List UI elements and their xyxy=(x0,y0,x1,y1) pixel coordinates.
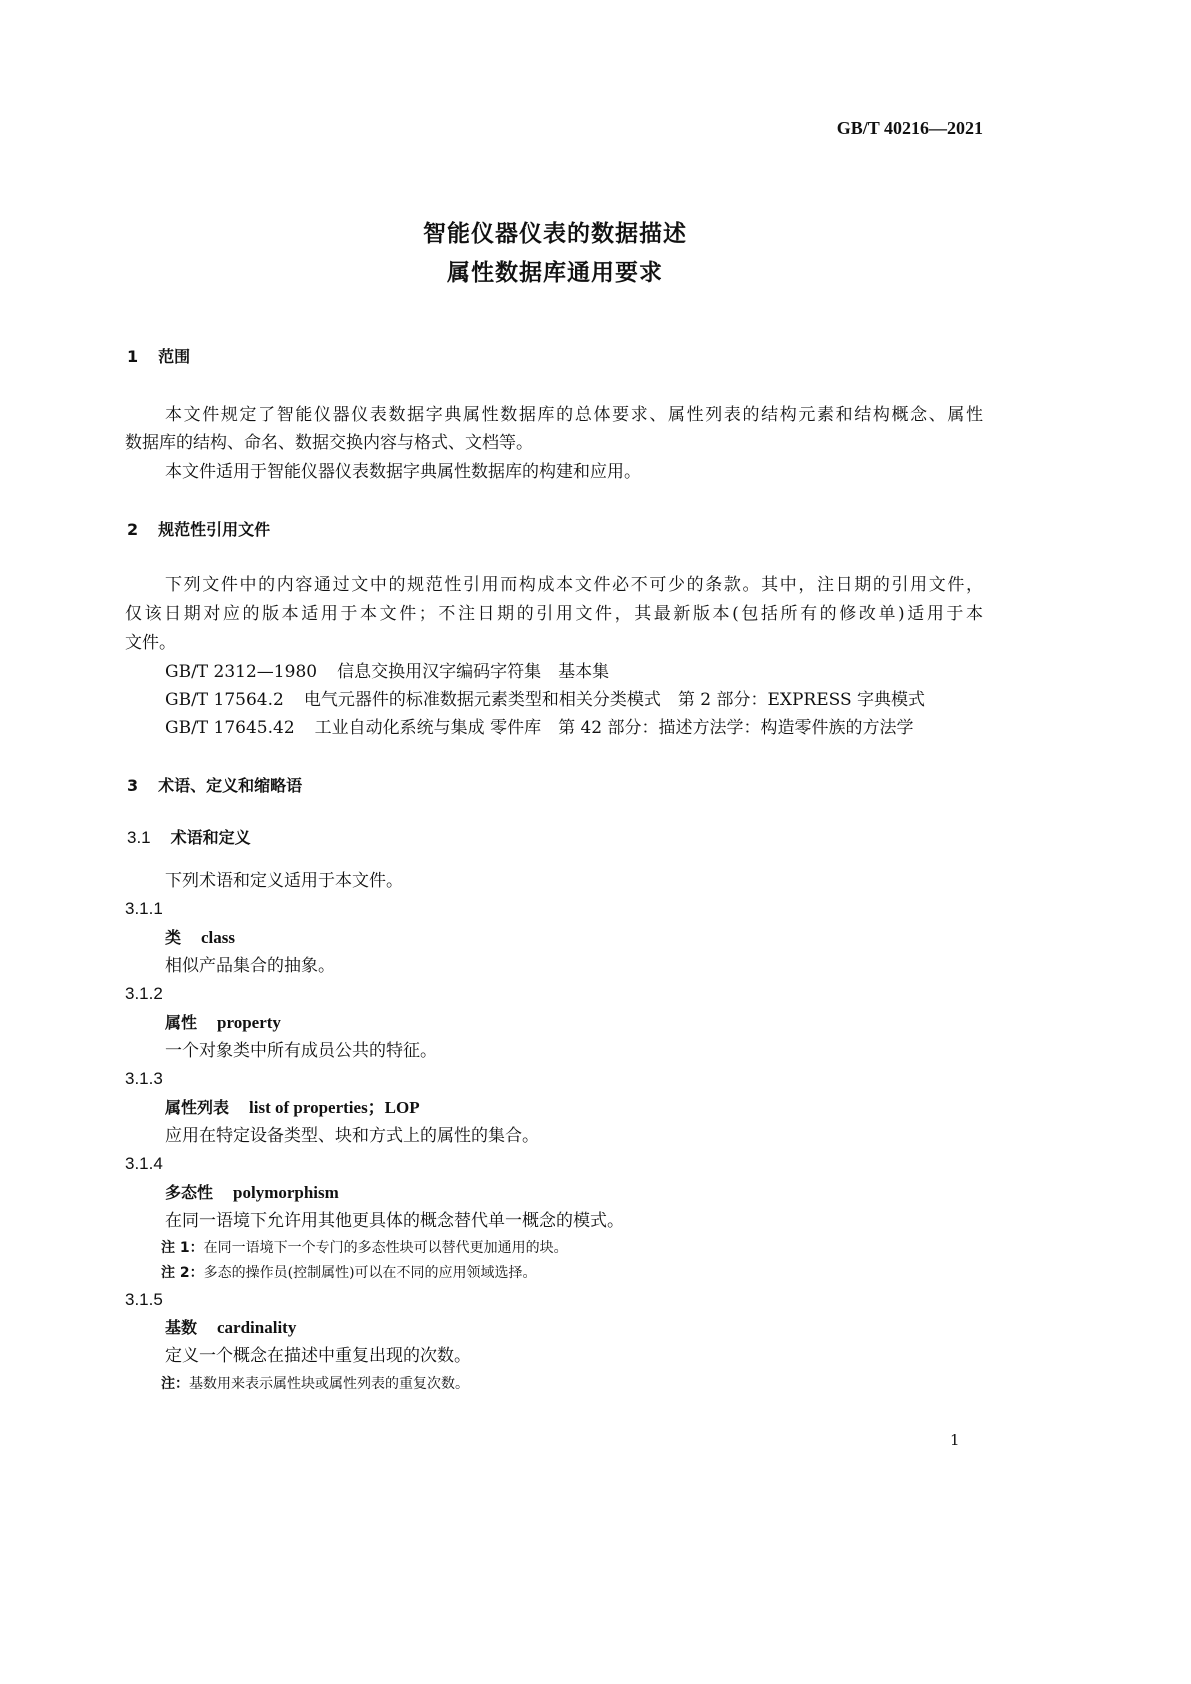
term-en: polymorphism xyxy=(233,1183,339,1202)
reference-title: 电气元器件的标准数据元素类型和相关分类模式 第 2 部分：EXPRESS 字典模式 xyxy=(303,690,926,710)
paragraph: 下列术语和定义适用于本文件。 xyxy=(165,871,403,891)
term-zh: 类 xyxy=(165,928,182,947)
term-number: 3.1.5 xyxy=(125,1290,163,1309)
section-number: 1 xyxy=(127,347,139,366)
term-definition: 一个对象类中所有成员公共的特征。 xyxy=(165,1041,437,1061)
section-title: 术语、定义和缩略语 xyxy=(158,776,303,795)
paragraph-line: 仅该日期对应的版本适用于本文件；不注日期的引用文件，其最新版本(包括所有的修改单)适用于本 xyxy=(125,604,983,624)
section-1-heading xyxy=(127,346,190,368)
reference-code: GB/T 2312—1980 xyxy=(165,662,318,682)
note-text: 在同一语境下一个专门的多态性块可以替代更加通用的块。 xyxy=(203,1240,568,1256)
term-zh: 基数 xyxy=(165,1318,198,1337)
note-label: 注： xyxy=(161,1376,189,1392)
term-definition: 定义一个概念在描述中重复出现的次数。 xyxy=(165,1346,471,1366)
term-heading xyxy=(165,1182,339,1204)
term-definition: 应用在特定设备类型、块和方式上的属性的集合。 xyxy=(165,1126,539,1146)
title-line-1: 智能仪器仪表的数据描述 xyxy=(423,221,687,247)
section-title: 范围 xyxy=(158,347,191,366)
note-label: 注 1： xyxy=(161,1240,204,1256)
note-label: 注 2： xyxy=(161,1265,204,1281)
term-zh: 属性列表 xyxy=(165,1098,230,1117)
section-number: 3 xyxy=(127,776,139,795)
term-number: 3.1.1 xyxy=(125,899,163,918)
section-title: 术语和定义 xyxy=(170,828,251,847)
term-number: 3.1.2 xyxy=(125,984,163,1003)
note-text: 多态的操作员(控制属性)可以在不同的应用领域选择。 xyxy=(203,1265,537,1281)
note xyxy=(161,1262,537,1284)
term-heading xyxy=(165,1317,296,1339)
paragraph-line: 本文件规定了智能仪器仪表数据字典属性数据库的总体要求、属性列表的结构元素和结构概念、属性 xyxy=(165,405,983,425)
term-en: property xyxy=(217,1013,281,1032)
term-zh: 多态性 xyxy=(165,1183,214,1202)
title-line-2: 属性数据库通用要求 xyxy=(447,260,663,286)
term-en: list of properties；LOP xyxy=(249,1098,420,1117)
reference-item xyxy=(165,717,914,739)
term-en: class xyxy=(201,928,236,947)
section-number: 2 xyxy=(127,520,139,539)
term-en: cardinality xyxy=(217,1318,297,1337)
reference-item xyxy=(165,661,609,683)
standard-number: GB/T 40216—2021 xyxy=(836,118,983,138)
term-definition: 在同一语境下允许用其他更具体的概念替代单一概念的模式。 xyxy=(165,1211,624,1231)
page-number: 1 xyxy=(950,1431,960,1449)
section-title: 规范性引用文件 xyxy=(158,520,271,539)
reference-item xyxy=(165,689,925,711)
reference-title: 工业自动化系统与集成 零件库 第 42 部分：描述方法学：构造零件族的方法学 xyxy=(314,718,914,738)
reference-title: 信息交换用汉字编码字符集 基本集 xyxy=(337,662,610,682)
section-3-heading xyxy=(127,775,302,797)
paragraph-line: 下列文件中的内容通过文中的规范性引用而构成本文件必不可少的条款。其中，注日期的引用文件， xyxy=(165,575,983,595)
paragraph-line: 文件。 xyxy=(125,633,176,653)
note xyxy=(161,1237,568,1259)
term-number: 3.1.3 xyxy=(125,1069,163,1088)
term-definition: 相似产品集合的抽象。 xyxy=(165,956,335,976)
section-2-heading xyxy=(127,519,270,541)
paragraph: 本文件适用于智能仪器仪表数据字典属性数据库的构建和应用。 xyxy=(165,462,641,482)
section-3-1-heading xyxy=(127,827,251,849)
term-number: 3.1.4 xyxy=(125,1154,163,1173)
term-heading xyxy=(165,1012,281,1034)
paragraph-line: 数据库的结构、命名、数据交换内容与格式、文档等。 xyxy=(125,433,533,453)
term-zh: 属性 xyxy=(165,1013,198,1032)
note-text: 基数用来表示属性块或属性列表的重复次数。 xyxy=(189,1376,469,1392)
section-number: 3.1 xyxy=(127,828,151,847)
term-heading xyxy=(165,927,235,949)
term-heading xyxy=(165,1097,420,1119)
reference-code: GB/T 17564.2 xyxy=(165,690,284,710)
note xyxy=(161,1373,469,1395)
reference-code: GB/T 17645.42 xyxy=(165,718,295,738)
